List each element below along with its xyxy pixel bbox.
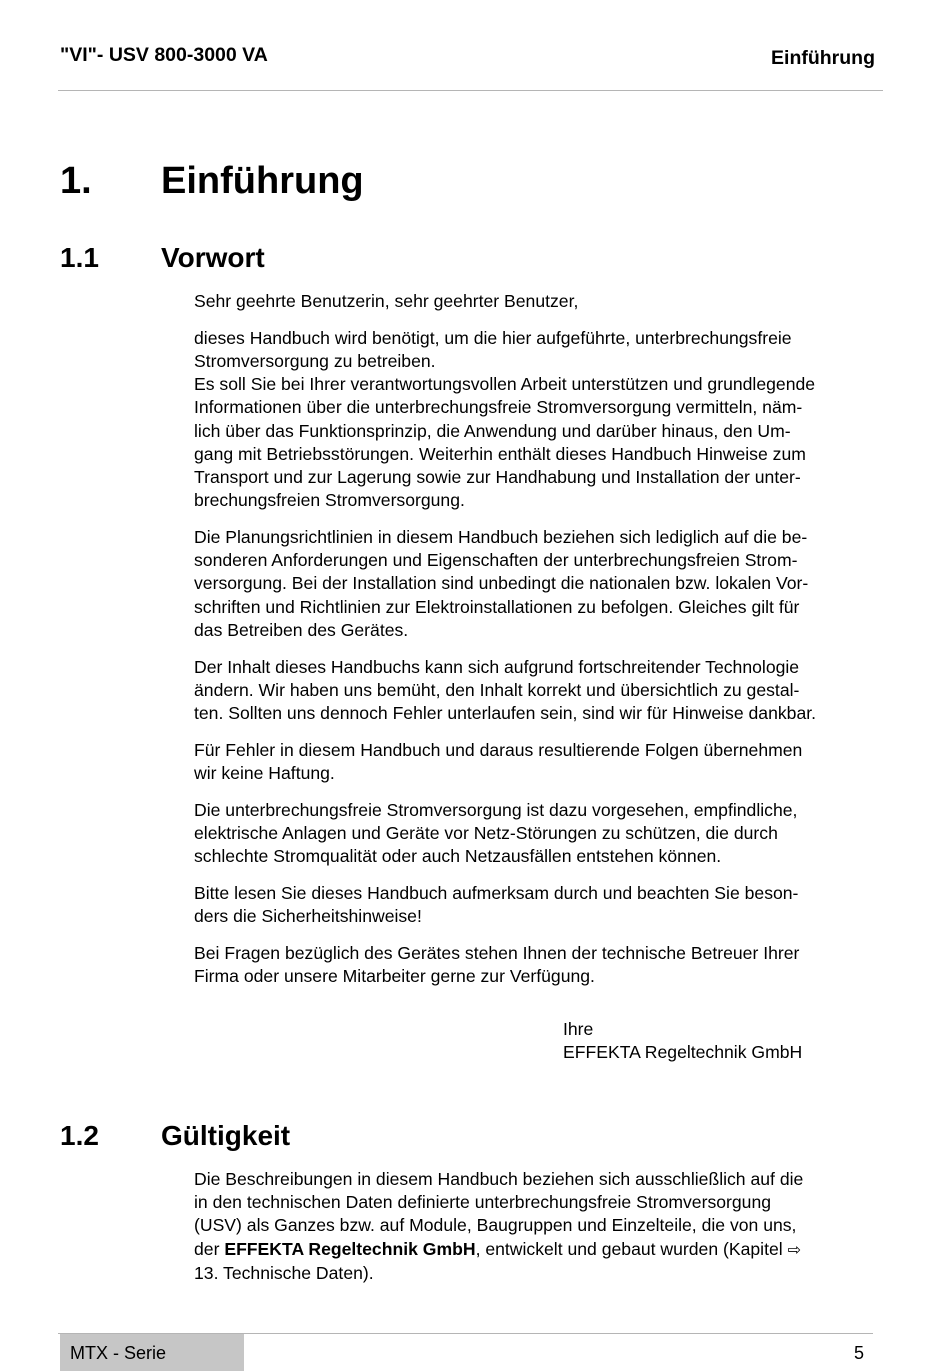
text-line: Informationen über die unterbrechungsfreie Stromversorgung vermitteln, näm- <box>194 397 803 418</box>
text-line-prefix: der <box>194 1238 225 1259</box>
section-heading-gueltigkeit <box>60 1120 290 1152</box>
paragraph-4 <box>194 739 879 785</box>
text-line: Die Beschreibungen in diesem Handbuch beziehen sich ausschließlich auf die <box>194 1169 804 1189</box>
paragraph-7 <box>194 942 879 988</box>
text-line: gang mit Betriebsstörungen. Weiterhin enthält dieses Handbuch Hinweise zum <box>194 443 806 464</box>
text-line: brechungsfreien Stromversorgung. <box>194 490 465 511</box>
text-line: sonderen Anforderungen und Eigenschaften der unterbrechungsfreien Strom- <box>194 550 798 571</box>
text-line: versorgung. Bei der Installation sind unbedingt die nationalen bzw. lokalen Vor- <box>194 573 809 594</box>
header-divider <box>58 90 883 91</box>
text-line: Firma oder unsere Mitarbeiter gerne zur Verfügung. <box>194 966 595 987</box>
text-line: Die Planungsrichtlinien in diesem Handbuch beziehen sich lediglich auf die be- <box>194 527 808 548</box>
text-line: lich über das Funktionsprinzip, die Anwendung und darüber hinaus, den Um- <box>194 420 791 441</box>
paragraph-3 <box>194 656 879 726</box>
text-line: schlechte Stromqualität oder auch Netzausfällen entstehen können. <box>194 846 722 867</box>
paragraph-1 <box>194 327 879 513</box>
text-line: wir keine Haftung. <box>194 763 335 784</box>
text-line: elektrische Anlagen und Geräte vor Netz-Störungen zu schützen, die durch <box>194 823 778 844</box>
greeting: Sehr geehrte Benutzerin, sehr geehrter Benutzer, <box>194 291 579 311</box>
page-number: 5 <box>853 1343 864 1363</box>
paragraph-validity <box>194 1168 879 1285</box>
chapter-heading <box>60 160 364 203</box>
section-number: 1.1 <box>60 242 99 273</box>
header-product-title: "VI"- USV 800-3000 VA <box>60 44 268 66</box>
footer-series-label: MTX - Serie <box>70 1343 167 1363</box>
text-line: dieses Handbuch wird benötigt, um die hier aufgeführte, unterbrechungsfreie <box>194 327 792 348</box>
footer-series-box <box>60 1334 244 1371</box>
text-line: Es soll Sie bei Ihrer verantwortungsvollen Arbeit unterstützen und grundlegende <box>194 374 816 395</box>
signature-salutation: Ihre <box>563 1019 594 1039</box>
text-line: Der Inhalt dieses Handbuchs kann sich aufgrund fortschreitender Technologie <box>194 656 800 677</box>
text-line: in den technischen Daten definierte unterbrechungsfreie Stromversorgung <box>194 1192 772 1213</box>
company-name-bold: EFFEKTA Regeltechnik GmbH <box>224 1238 476 1259</box>
text-line: das Betreiben des Gerätes. <box>194 619 409 640</box>
text-line: Transport und zur Lagerung sowie zur Handhabung und Installation der unter- <box>194 467 801 488</box>
text-line: schriften und Richtlinien zur Elektroinstallationen zu befolgen. Gleiches gilt für <box>194 596 800 617</box>
section-title: Gültigkeit <box>161 1120 291 1151</box>
text-line: Die unterbrechungsfreie Stromversorgung ist dazu vorgesehen, empfindliche, <box>194 799 798 820</box>
paragraph-6 <box>194 882 879 928</box>
text-line: Für Fehler in diesem Handbuch und daraus resultierende Folgen übernehmen <box>194 739 803 760</box>
text-line: Stromversorgung zu betreiben. <box>194 351 436 371</box>
chapter-reference-link[interactable]: 13. Technische Daten). <box>194 1262 374 1283</box>
text-line-suffix: , entwickelt und gebaut wurden (Kapitel <box>475 1238 788 1259</box>
text-line: Bitte lesen Sie dieses Handbuch aufmerksam durch und beachten Sie beson- <box>194 883 799 904</box>
text-line: ten. Sollten uns dennoch Fehler unterlaufen sein, sind wir für Hinweise dankbar. <box>194 703 817 724</box>
header-chapter-title: Einführung <box>771 47 875 69</box>
text-line: Bei Fragen bezüglich des Gerätes stehen Ihnen der technische Betreuer Ihrer <box>194 943 800 964</box>
gueltigkeit-body <box>194 1168 879 1299</box>
signature-block <box>563 1018 802 1064</box>
section-number: 1.2 <box>60 1120 99 1151</box>
chapter-number: 1. <box>60 160 92 202</box>
section-title: Vorwort <box>161 242 265 273</box>
reference-arrow-icon: ⇨ <box>787 1241 801 1259</box>
paragraph-2 <box>194 526 879 642</box>
paragraph-5 <box>194 799 879 869</box>
vorwort-body <box>194 290 879 1002</box>
signature-company: EFFEKTA Regeltechnik GmbH <box>563 1042 803 1063</box>
text-line: ändern. Wir haben uns bemüht, den Inhalt korrekt und übersichtlich zu gestal- <box>194 679 800 700</box>
text-line: (USV) als Ganzes bzw. auf Module, Baugruppen und Einzelteile, die von uns, <box>194 1215 797 1236</box>
chapter-title: Einführung <box>161 160 364 202</box>
section-heading-vorwort <box>60 242 265 274</box>
text-line: ders die Sicherheitshinweise! <box>194 906 422 927</box>
